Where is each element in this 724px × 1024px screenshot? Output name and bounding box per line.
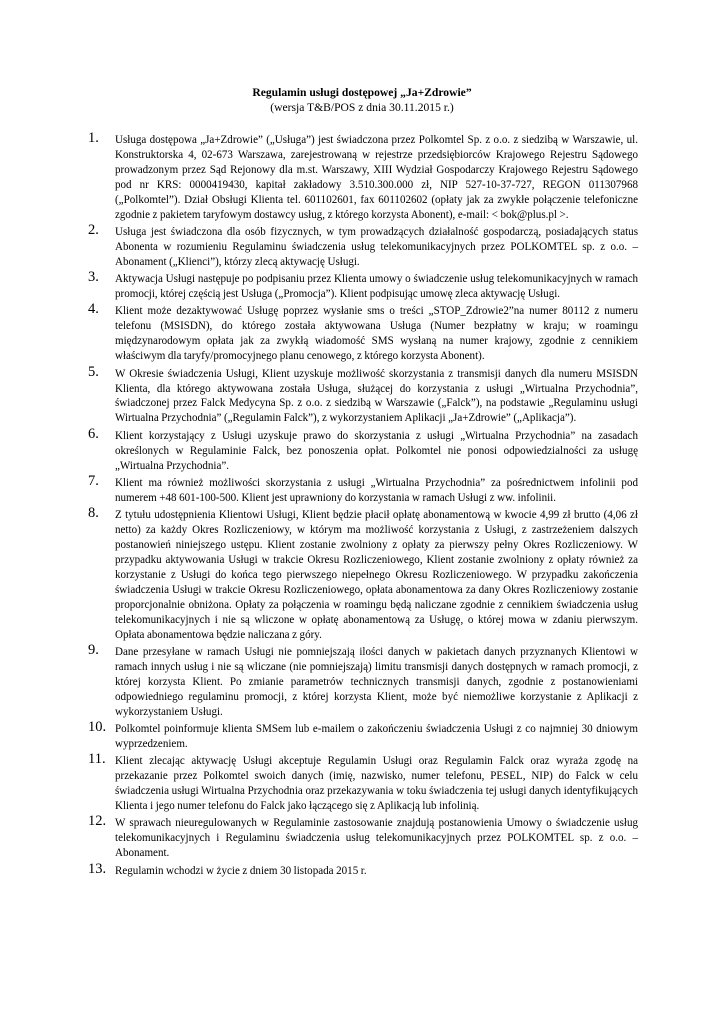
list-item (88, 363, 638, 427)
item-text: Regulamin wchodzi w życie z dniem 30 listopada 2015 r. (115, 864, 367, 877)
item-number: 12. (88, 813, 107, 830)
item-number: 6. (88, 425, 99, 442)
item-text: Dane przesyłane w ramach Usługi nie pomniejszają ilości danych w pakietach danych przyznanych Klientowi w ramach innych usług i nie są wliczane (nie pomniejszają) limitu transmisji danych dostępnych w ramach promocji, z której korzysta Klient. Po zmianie parametrów technicznych transmisji danych, zgodnie z postanowieniami odpowiedniego regulaminu promocji, z której korzysta Klient, może być niemożliwe korzystanie z Aplikacji z wykorzystaniem Usługi. (115, 645, 638, 718)
list-item (88, 751, 638, 814)
list-item (88, 425, 638, 474)
list-item (88, 860, 638, 879)
item-number: 3. (88, 269, 99, 286)
list-item (88, 130, 638, 222)
list-item (88, 813, 638, 861)
item-number: 1. (88, 130, 99, 146)
item-text: Klient korzystający z Usługi uzyskuje prawo do skorzystania z usługi „Wirtualna Przychodnia” na zasadach określonych w Regulaminie Falck, bez ponoszenia opłat. Polkomtel nie ponosi odpowiedzialności za usługę „Wirtualna Przychodnia”. (115, 429, 638, 472)
regulation-list (88, 130, 638, 881)
list-item (88, 269, 638, 302)
item-text: W Okresie świadczenia Usługi, Klient uzyskuje możliwość skorzystania z transmisji danych dla numeru MSISDN Klienta, dla którego aktywowana została Usługa, służącej do korzystania z usługi „Wirtualna Przychodnia”, świadczonej przez Falck Medycyna Sp. z o.o. z siedzibą w Warszawie („Falck”), na podstawie „Regulaminu usługi Wirtualna Przychodnia” („Regulamin Falck”), z wykorzystaniem Aplikacji „Ja+Zdrowie” („Aplikacja”). (115, 367, 638, 425)
list-item (88, 641, 638, 720)
item-text: Usługa dostępowa „Ja+Zdrowie” („Usługa”) jest świadczona przez Polkomtel Sp. z o.o. z siedzibą w Warszawie, ul. Konstruktorska 4, 02-673 Warszawa, zarejestrowaną w rejestrze przedsiębiorców Krajowego Rejestru Sądowego prowadzonym przez Sąd Rejonowy dla m.st. Warszawy, XIII Wydział Gospodarczy Krajowego Rejestru Sądowego pod nr KRS: 0000419430, kapitał zakładowy 3.510.300.000 zł, NIP 527-10-37-727, REGON 011307968 („Polkomtel”). Dział Obsługi Klienta tel. 601102601, fax 601102602 (opłaty jak za zwykłe połączenie telefoniczne zgodnie z pakietem taryfowym dostawcy usług, z którego korzysta Abonent), e-mail: < bok@plus.pl >. (115, 134, 638, 221)
item-text: Klient ma również możliwości skorzystania z usługi „Wirtualna Przychodnia” za pośrednictwem infolinii pod numerem +48 601-100-500. Klient jest uprawniony do korzystania w ramach Usługi z ww. infolinii. (115, 476, 638, 504)
item-number: 7. (88, 472, 99, 489)
item-number: 9. (88, 641, 99, 658)
item-text: Klient zlecając aktywację Usługi akceptuje Regulamin Usługi oraz Regulamin Falck oraz wyraża zgodę na przekazanie przez Polkomtel swoich danych (imię, nazwisko, numer telefonu, PESEL, NIP) do Falck w celu świadczenia usługi Wirtualna Przychodnia oraz przekazywania w toku świadczenia tej usługi danych identyfikujących Klienta i jego numer telefonu do Falck jako łączącego się z Aplikacją lub infolinią. (115, 755, 638, 812)
item-text: W sprawach nieuregulowanych w Regulaminie zastosowanie znajdują postanowienia Umowy o świadczenie usług telekomunikacyjnych i Regulaminu świadczenia usług telekomunikacyjnych przez POLKOMTEL sp. z o.o. – Abonament. (115, 817, 638, 860)
item-number: 10. (88, 718, 107, 735)
item-number: 2. (88, 221, 99, 238)
item-number: 11. (88, 751, 106, 768)
document-title: Regulamin usługi dostępowej „Ja+Zdrowie” (252, 86, 472, 99)
list-item (88, 505, 638, 642)
list-item (88, 472, 638, 506)
item-text: Aktywacja Usługi następuje po podpisaniu przez Klienta umowy o świadczenie usług telekomunikacyjnych w ramach promocji, której częścią jest Usługa („Promocja”). Klient podpisując umowę zleca aktywację Usługi. (115, 273, 638, 301)
document-subtitle: (wersja T&B/POS z dnia 30.11.2015 r.) (270, 101, 454, 114)
item-text: Polkomtel poinformuje klienta SMSem lub e-mailem o zakończeniu świadczenia Usługi z co najmniej 30 dniowym wyprzedzeniem. (115, 722, 638, 750)
item-number: 4. (88, 301, 99, 318)
list-item (88, 718, 638, 752)
item-number: 5. (88, 363, 99, 380)
item-text: Z tytułu udostępnienia Klientowi Usługi, Klient będzie płacił opłatę abonamentową w kwocie 4,99 zł brutto (4,06 zł netto) za każdy Okres Rozliczeniowy, w którym ma możliwość korzystania z Usługi, z zastrzeżeniem dalszych postanowień niniejszego ustępu. Klient zostanie zwolniony z opłaty za pierwszy pełny Okres Rozliczeniowy. W przypadku aktywowania Usługi w trakcie Okresu Rozliczeniowego, Klient zostanie zwolniony z opłaty również za korzystanie z Usługi do końca tego pierwszego niepełnego Okresu Rozliczeniowego. W przypadku zakończenia świadczenia Usługi w trakcie Okresu Rozliczeniowego, opłata abonamentowa za dany Okres Rozliczeniowy zostanie proporcjonalnie obniżona. Opłaty za połączenia w roamingu będą naliczane zgodnie z cennikiem świadczenia usług telekomunikacyjnych i nie są wliczone w opłatę abonamentową za Usługę, o której mowa w zdaniu pierwszym. Opłata abonamentowa będzie naliczana z góry. (115, 509, 638, 641)
item-text: Usługa jest świadczona dla osób fizycznych, w tym prowadzących działalność gospodarczą, posiadających status Abonenta w rozumieniu Regulaminu świadczenia usług telekomunikacyjnych przez POLKOMTEL sp. z o.o. – Abonament („Klienci”), którzy zlecą aktywację Usługi. (115, 225, 638, 268)
list-item (88, 221, 638, 270)
item-number: 8. (88, 505, 99, 522)
item-text: Klient może dezaktywować Usługę poprzez wysłanie sms o treści „STOP_Zdrowie2”na numer 80112 z numeru telefonu (MSISDN), do którego została aktywowana Usługa (Numer bezpłatny w kraju; w roamingu międzynarodowym opłata jak za zwykłą wiadomość SMS wysłaną na numer krajowy, zgodnie z cennikiem właściwym dla taryfy/promocyjnego planu cenowego, z którego korzysta Abonent). (115, 305, 638, 363)
item-number: 13. (88, 860, 107, 877)
list-item (88, 301, 638, 364)
